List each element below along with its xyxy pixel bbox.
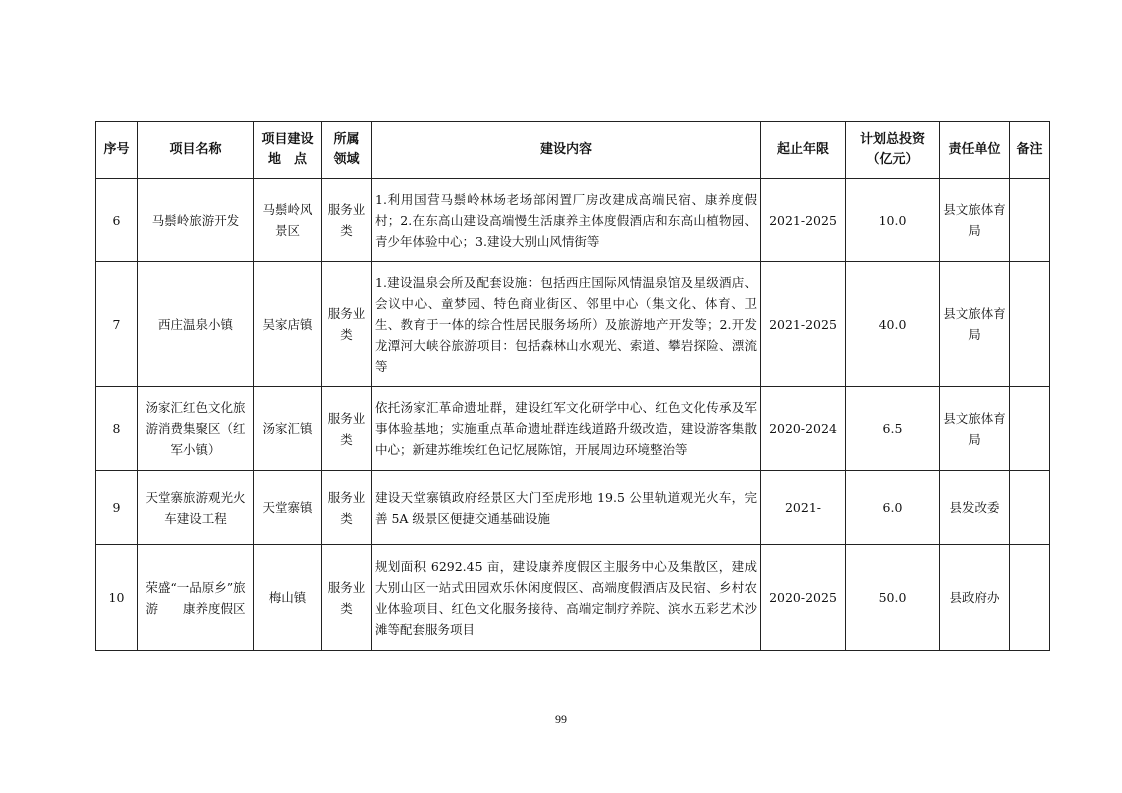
cell-name: 汤家汇红色文化旅游消费集聚区（红军小镇） <box>138 387 254 471</box>
table-row <box>96 179 1050 262</box>
cell-content: 依托汤家汇革命遗址群，建设红军文化研学中心、红色文化传承及军事体验基地；实施重点革命遗址群连线道路升级改造，建设游客集散中心；新建苏维埃红色记忆展陈馆，开展周边环境整治等 <box>372 387 761 471</box>
table-row <box>96 471 1050 545</box>
cell-seq: 10 <box>96 545 138 651</box>
cell-seq: 9 <box>96 471 138 545</box>
cell-period: 2020-2024 <box>761 387 846 471</box>
cell-unit: 县文旅体育 局 <box>940 262 1010 387</box>
page-number: 99 <box>555 712 567 726</box>
header-period: 起止年限 <box>761 122 846 179</box>
cell-content: 建设天堂寨镇政府经景区大门至虎形地 19.5 公里轨道观光火车，完善 5A 级景区便捷交通基础设施 <box>372 471 761 545</box>
cell-name: 马鬃岭旅游开发 <box>138 179 254 262</box>
cell-location: 马鬃岭风 景区 <box>254 179 322 262</box>
cell-domain: 服务业 类 <box>322 262 372 387</box>
header-content: 建设内容 <box>372 122 761 179</box>
cell-period: 2021- <box>761 471 846 545</box>
header-remark: 备注 <box>1010 122 1050 179</box>
cell-unit: 县发改委 <box>940 471 1010 545</box>
cell-unit: 县文旅体育 局 <box>940 179 1010 262</box>
cell-location: 梅山镇 <box>254 545 322 651</box>
header-location: 项目建设 地 点 <box>254 122 322 179</box>
cell-unit: 县政府办 <box>940 545 1010 651</box>
cell-location: 汤家汇镇 <box>254 387 322 471</box>
cell-domain: 服务业 类 <box>322 387 372 471</box>
cell-remark <box>1010 179 1050 262</box>
cell-location: 天堂寨镇 <box>254 471 322 545</box>
cell-investment: 6.5 <box>846 387 940 471</box>
cell-name: 荣盛“一品原乡”旅游 康养度假区 <box>138 545 254 651</box>
header-domain: 所属 领域 <box>322 122 372 179</box>
cell-investment: 50.0 <box>846 545 940 651</box>
header-name: 项目名称 <box>138 122 254 179</box>
cell-content: 规划面积 6292.45 亩，建设康养度假区主服务中心及集散区，建成大别山区一站式田园欢乐休闲度假区、高端度假酒店及民宿、乡村农业体验项目、红色文化服务接待、高端定制疗养院、滨水五彩艺术沙滩等配套服务项目 <box>372 545 761 651</box>
table-row <box>96 262 1050 387</box>
header-row <box>96 122 1050 179</box>
table-row <box>96 545 1050 651</box>
cell-period: 2021-2025 <box>761 179 846 262</box>
cell-content: 1.利用国营马鬃岭林场老场部闲置厂房改建成高端民宿、康养度假村；2.在东高山建设高端慢生活康养主体度假酒店和东高山植物园、青少年体验中心；3.建设大别山风情街等 <box>372 179 761 262</box>
cell-domain: 服务业 类 <box>322 545 372 651</box>
cell-seq: 8 <box>96 387 138 471</box>
cell-remark <box>1010 262 1050 387</box>
cell-domain: 服务业 类 <box>322 471 372 545</box>
cell-period: 2020-2025 <box>761 545 846 651</box>
table-row <box>96 387 1050 471</box>
cell-location: 吴家店镇 <box>254 262 322 387</box>
cell-remark <box>1010 545 1050 651</box>
header-unit: 责任单位 <box>940 122 1010 179</box>
cell-domain: 服务业 类 <box>322 179 372 262</box>
cell-seq: 6 <box>96 179 138 262</box>
cell-content: 1.建设温泉会所及配套设施：包括西庄国际风情温泉馆及星级酒店、会议中心、童梦园、特色商业街区、邻里中心（集文化、体育、卫生、教育于一体的综合性居民服务场所）及旅游地产开发等；2.开发龙潭河大峡谷旅游项目：包括森林山水观光、索道、攀岩探险、漂流等 <box>372 262 761 387</box>
cell-name: 天堂寨旅游观光火车建设工程 <box>138 471 254 545</box>
cell-unit: 县文旅体育 局 <box>940 387 1010 471</box>
cell-investment: 10.0 <box>846 179 940 262</box>
cell-remark <box>1010 387 1050 471</box>
cell-investment: 6.0 <box>846 471 940 545</box>
cell-name: 西庄温泉小镇 <box>138 262 254 387</box>
cell-investment: 40.0 <box>846 262 940 387</box>
cell-seq: 7 <box>96 262 138 387</box>
header-investment: 计划总投资 （亿元） <box>846 122 940 179</box>
cell-remark <box>1010 471 1050 545</box>
cell-period: 2021-2025 <box>761 262 846 387</box>
header-seq: 序号 <box>96 122 138 179</box>
project-table <box>95 121 1050 651</box>
